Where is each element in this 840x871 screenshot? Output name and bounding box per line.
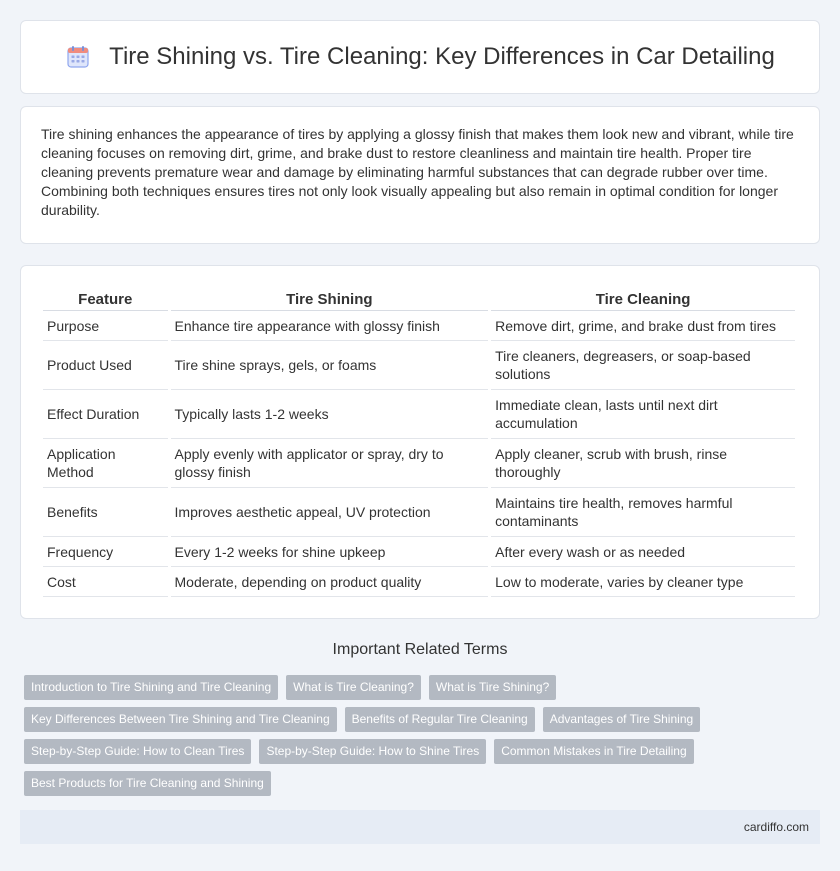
related-term-tag[interactable]: Step-by-Step Guide: How to Shine Tires [259, 739, 486, 764]
cell-shining: Every 1-2 weeks for shine upkeep [171, 537, 489, 567]
footer [20, 810, 820, 844]
related-term-tag[interactable]: What is Tire Cleaning? [286, 675, 421, 700]
related-term-tag[interactable]: Common Mistakes in Tire Detailing [494, 739, 693, 764]
header-feature: Feature [43, 286, 168, 311]
table-row [43, 537, 795, 567]
intro-text: Tire shining enhances the appearance of tires by applying a glossy finish that makes them look new and vibrant, while tire cleaning focuses on removing dirt, grime, and brake dust to restore cleanliness and maintain tire health. Proper tire cleaning prevents premature wear and damage by eliminating harmful substances that can degrade rubber over time. Combining both techniques ensures tires not only look visually appealing but also remain in optimal condition for longer durability. [41, 126, 794, 218]
related-terms-list [20, 675, 820, 796]
cell-shining: Tire shine sprays, gels, or foams [171, 341, 489, 390]
header [20, 20, 820, 94]
cell-feature: Application Method [43, 439, 168, 488]
cell-feature: Product Used [43, 341, 168, 390]
cell-feature: Purpose [43, 311, 168, 341]
comparison-table-card [20, 265, 820, 619]
page-title: Tire Shining vs. Tire Cleaning: Key Differences in Car Detailing [109, 43, 775, 70]
cell-cleaning: Immediate clean, lasts until next dirt accumulation [491, 390, 795, 439]
table-row [43, 488, 795, 537]
related-term-tag[interactable]: Best Products for Tire Cleaning and Shining [24, 771, 271, 796]
cell-feature: Cost [43, 567, 168, 597]
cell-shining: Enhance tire appearance with glossy finish [171, 311, 489, 341]
cell-shining: Improves aesthetic appeal, UV protection [171, 488, 489, 537]
cell-feature: Frequency [43, 537, 168, 567]
header-tire-shining: Tire Shining [171, 286, 489, 311]
cell-cleaning: Remove dirt, grime, and brake dust from tires [491, 311, 795, 341]
cell-cleaning: Apply cleaner, scrub with brush, rinse thoroughly [491, 439, 795, 488]
cell-feature: Benefits [43, 488, 168, 537]
cell-cleaning: Low to moderate, varies by cleaner type [491, 567, 795, 597]
table-row [43, 439, 795, 488]
related-term-tag[interactable]: Benefits of Regular Tire Cleaning [345, 707, 535, 732]
cell-shining: Typically lasts 1-2 weeks [171, 390, 489, 439]
cell-shining: Moderate, depending on product quality [171, 567, 489, 597]
table-row [43, 390, 795, 439]
cell-cleaning: Tire cleaners, degreasers, or soap-based solutions [491, 341, 795, 390]
related-terms-title: Important Related Terms [332, 641, 508, 658]
intro-card [20, 106, 820, 244]
related-terms-section [20, 641, 820, 796]
cell-cleaning: Maintains tire health, removes harmful contaminants [491, 488, 795, 537]
header-tire-cleaning: Tire Cleaning [491, 286, 795, 311]
cell-feature: Effect Duration [43, 390, 168, 439]
calendar-icon [65, 44, 91, 70]
footer-site-link[interactable]: cardiffo.com [743, 820, 809, 834]
cell-cleaning: After every wash or as needed [491, 537, 795, 567]
related-term-tag[interactable]: Key Differences Between Tire Shining and Tire Cleaning [24, 707, 337, 732]
related-term-tag[interactable]: Introduction to Tire Shining and Tire Cleaning [24, 675, 278, 700]
table-row [43, 341, 795, 390]
related-term-tag[interactable]: What is Tire Shining? [429, 675, 556, 700]
table-row [43, 567, 795, 597]
cell-shining: Apply evenly with applicator or spray, dry to glossy finish [171, 439, 489, 488]
comparison-table [40, 286, 798, 597]
related-term-tag[interactable]: Advantages of Tire Shining [543, 707, 700, 732]
table-row [43, 311, 795, 341]
related-term-tag[interactable]: Step-by-Step Guide: How to Clean Tires [24, 739, 251, 764]
